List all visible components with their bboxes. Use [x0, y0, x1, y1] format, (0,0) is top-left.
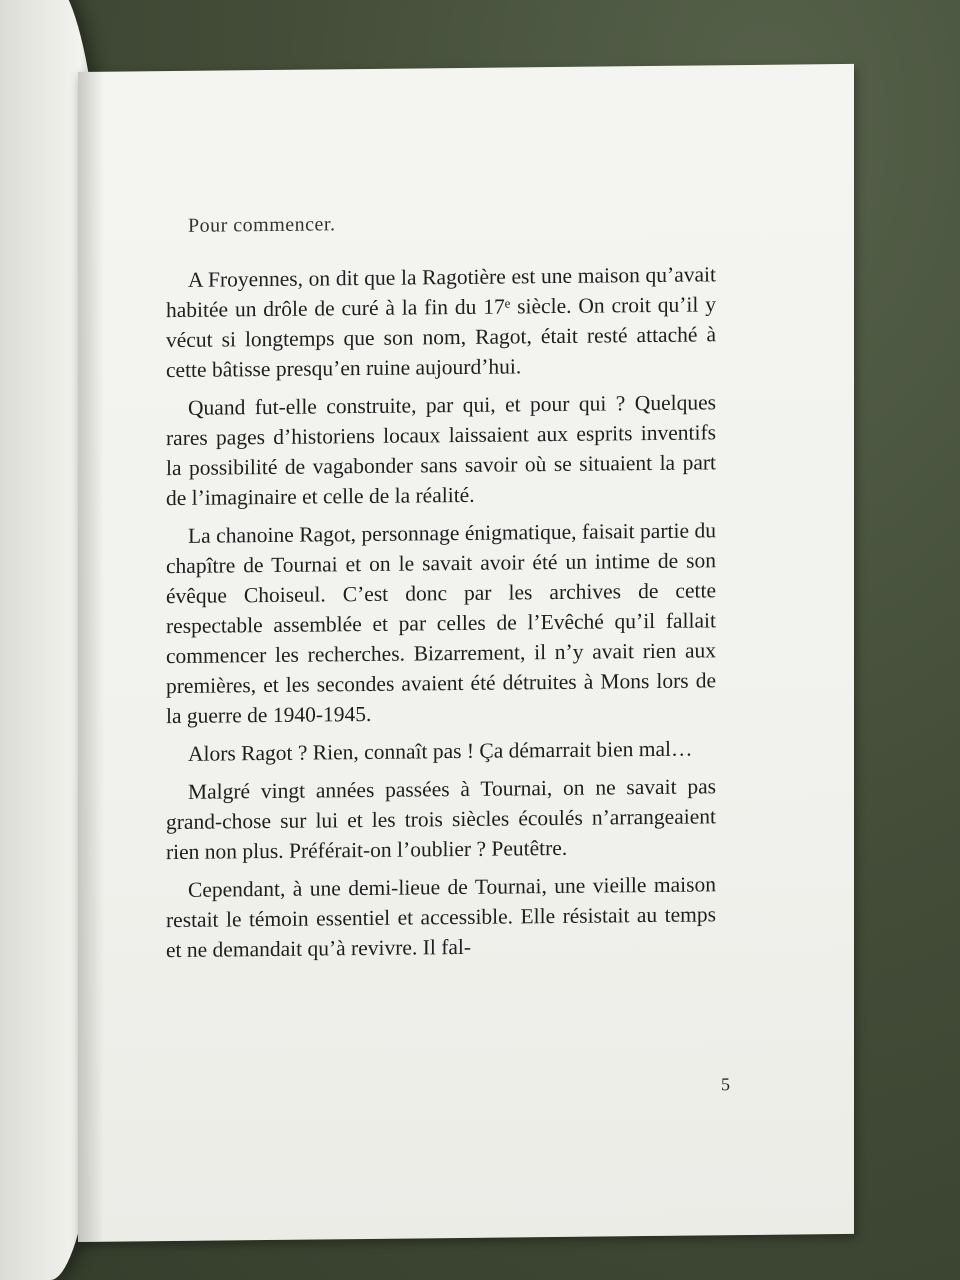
page-text [166, 205, 716, 973]
paragraph-3: La chanoine Ragot, personnage énigmatique, faisait partie du chapître de Tournai et on le savait avoir été un intime de son évêque Choiseul. C’est donc par les archives de cette respectable assemblée et par celles de l’Evêché qu’il fallait commencer les recherches. Bizarrement, il n’y avait rien aux premières, et les secondes avaient été détruites à Mons lors de la guerre de 1940-1945. [166, 518, 716, 729]
section-heading: Pour commencer. [188, 213, 336, 237]
paragraph-1: A Froyennes, on dit que la Ragotière est une maison qu’avait habitée un drôle de curé à la fin du 17ᵉ siècle. On croit qu’il y vécut si longtemps que son nom, Ragot, était resté attaché à cette bâtisse presqu’en ruine aujourd’hui. [166, 262, 716, 383]
paragraph-2: Quand fut-elle construite, par qui, et pour qui ? Quelques rares pages d’historiens locaux laissaient aux esprits inventifs la possibilité de vagabonder sans savoir où se situaient la part de l’imaginaire et celle de la réalité. [166, 390, 716, 511]
paragraph-5: Malgré vingt années passées à Tournai, on ne savait pas grand-chose sur lui et les trois siècles écoulés n’arrangeaient rien non plus. Préférait-on l’oublier ? Peutêtre. [166, 774, 716, 865]
page-number: 5 [721, 1074, 730, 1095]
paragraph-6: Cependant, à une demi-lieue de Tournai, une vieille maison restait le témoin essentiel et accessible. Elle résistait au temps et ne demandait qu’à revivre. Il fal- [166, 872, 716, 963]
book-page [78, 64, 854, 1242]
paragraph-4: Alors Ragot ? Rien, connaît pas ! Ça démarrait bien mal… [188, 736, 693, 766]
